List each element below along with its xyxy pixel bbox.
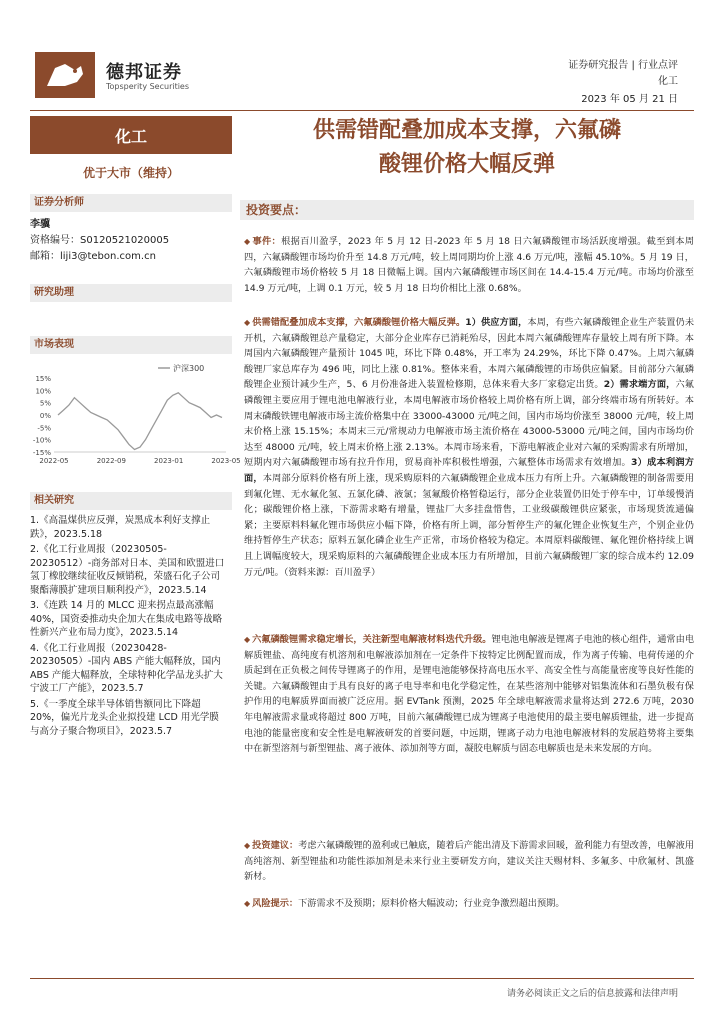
event-text: 根据百川盈孚，2023 年 5 月 12 日-2023 年 5 月 18 日六氟磷酸锂市场活跃度增强。截至到本周四，六氟磷酸锂市场均价升至 14.8 万元/吨，较上周同期均价上涨 4.6 万元/吨，涨幅 45.10%。5 月 19 日，六氟磷酸锂市场价格较 5 月 18 日微幅上调。国内六氟磷酸锂市场区间在 14.4-15.4 万元/吨。市场均价涨至 14.9 万元/吨，上调 0.1 万元，较 5 月 18 日均价相比上涨 0.68%。 xyxy=(244,236,694,294)
research-item[interactable]: 5.《一季度全球半导体销售额同比下降超 20%，偏光片龙头企业拟投建 LCD 用光学膜与高分子聚合物项目》，2023.5.7 xyxy=(30,698,219,737)
assistant-section-title: 研究助理 xyxy=(30,284,232,302)
x-tick-label: 2022-09 xyxy=(96,457,126,465)
analyst-section-title: 证券分析师 xyxy=(30,194,232,212)
logo-english: Topsperity Securities xyxy=(106,82,190,91)
research-section-title: 相关研究 xyxy=(30,492,232,510)
x-tick-label: 2023-01 xyxy=(154,457,184,465)
y-tick-label: 10% xyxy=(35,387,51,396)
report-type: 证券研究报告 | 行业点评 xyxy=(568,60,678,71)
rating: 优于大市（维持） xyxy=(82,166,179,180)
investment-text: 考虑六氟磷酸锂的盈利或已触底，随着后产能出清及下游需求回暖，盈利能力有望改善，电解液用高纯溶剂、新型锂盐和功能性添加剂是未来行业主要研发方向，建议关注天赐材料、多氟多、中欣氟材、凯盛新材。 xyxy=(244,840,695,883)
supply-label: 1）供应方面， xyxy=(465,317,528,328)
demand-growth-label: 六氟磷酸锂需求稳定增长，关注新型电解液材料迭代升级。 xyxy=(252,634,492,645)
market-chart xyxy=(30,356,241,472)
demand-label: 2）需求端方面， xyxy=(603,379,676,391)
supply-text: 本周，有些六氟磷酸锂企业生产装置仍未开机，六氟磷酸锂总产量稳定，大部分企业库存已消耗殆尽，因此本周六氟磷酸锂库存量较上周有所下降。本周国内六氟磷酸锂产量预计 1045 吨，环比下降 0.48%，开工率为 24.29%，环比下降 0.47%。上周六氟磷酸锂厂家总库存为 496 吨，同比上涨 0.81%。整体来看，本周六氟磷酸锂的市场供应偏紧。目前部分六氟磷酸锂企业预计减少生产，5、6 月份准备进入装置检修期，总体来看大多厂家稳定出货。 xyxy=(244,317,695,391)
research-list xyxy=(30,514,226,740)
demand-growth-text: 锂电池电解液是锂离子电池的核心组件，通常由电解质锂盐、高纯度有机溶剂和电解液添加剂在一定条件下按特定比例配置而成，作为离子传输、电荷传递的介质起到在正负极之间传导锂离子的作用，是锂电池能够保持高电压水平、高安全性与高能量密度等良好性能的关键。六氟磷酸锂由于具有良好的离子电导率和电化学稳定性，在某些溶剂中能够对铝集流体和石墨负极有保护作用的电解质界面而被广泛应用。据 EVTank 预测，2025 年全球电解液需求量将达到 272.6 万吨，2030 年电解液需求量或将超过 800 万吨，目前六氟磷酸锂已成为锂离子电池使用的最主要电解质锂盐，进一步提高电池的能量密度和安全性是电解液研发的首要问题，中远期，锂离子动力电池电解液材料的发展趋势将主要集中在新型溶剂与新型锂盐、离子液体、添加剂等方面，凝胶电解质与固态电解质也是未来发展的方向。 xyxy=(244,634,695,755)
research-item[interactable]: 1.《高温煤供应反弹，炭黑成本利好支撑止跌》，2023.5.18 xyxy=(30,515,211,540)
y-tick-label: 15% xyxy=(35,375,51,383)
paragraph-risk xyxy=(244,896,694,912)
series-line-hs300 xyxy=(58,393,222,450)
cost-text: 本周部分原料价格有所上涨，现采购原料的六氟磷酸锂企业成本压力有所上升。六氟磷酸锂的制备需要用到氟化锂、无水氟化氢、五氯化磷、液氯；氢氟酸价格暂稳运行，部分企业装置仍旧处于停车中，订单缓慢消化；碳酸锂价格上涨，下游需求略有增量，锂盐厂大多挂盘惜售，工业级碳酸锂供应紧张，市场现货流通偏紧；主要原料料氟化锂市场供应小幅下降，价格有所上调，部分暂停生产的氟化锂企业恢复生产，个别企业仍维持暂停生产状态；原料五氯化磷企业生产正常，市场价格较为稳定。本周原料碳酸锂、氟化锂价格持续上调且上调幅度较大，现采购原料的六氟磷酸锂企业成本压力有所增加，目前六氟磷酸锂厂家的综合成本约 12.09 万元/吨。（资料来源：百川盈孚） xyxy=(244,472,695,578)
risk-label: 风险提示： xyxy=(252,898,299,909)
y-tick-label: -15% xyxy=(32,449,51,457)
title-line-1: 供需错配叠加成本支撑，六氟磷 xyxy=(312,118,621,143)
bullet-icon: ◆ xyxy=(244,318,251,327)
research-item[interactable]: 3.《连跌 14 月的 MLCC 迎来拐点最高涨幅 40%，国资委推动央企加大在集成电路等战略性新兴产业布局力度》，2023.5.14 xyxy=(30,600,223,638)
x-tick-label: 2023-05 xyxy=(211,457,241,465)
bullet-icon: ◆ xyxy=(244,899,251,908)
chart-y-ticks xyxy=(33,375,51,457)
report-date: 2023 年 05 月 21 日 xyxy=(581,94,678,105)
title-line-2: 酸锂价格大幅反弹 xyxy=(378,152,555,177)
y-tick-label: 0% xyxy=(39,412,51,420)
logo-name: 德邦证券 xyxy=(106,62,182,83)
cost-label: 3）成本利润方面， xyxy=(244,457,694,484)
market-section-title: 市场表现 xyxy=(30,336,232,354)
bullet-icon: ◆ xyxy=(244,841,251,850)
supply-demand-label: 供需错配叠加成本支撑，六氟磷酸锂价格大幅反弹。 xyxy=(252,317,466,328)
bullet-icon: ◆ xyxy=(244,237,251,246)
paragraph-investment xyxy=(244,838,694,885)
chart-x-ticks xyxy=(39,457,240,465)
event-label: 事件： xyxy=(252,236,282,247)
paragraph-supply-demand xyxy=(244,315,694,580)
y-tick-label: -10% xyxy=(32,436,51,445)
y-tick-label: 5% xyxy=(39,399,51,408)
analyst-email[interactable]: 邮箱：liji3@tebon.com.cn xyxy=(30,251,156,262)
investment-label: 投资建议： xyxy=(252,840,299,851)
bullet-icon: ◆ xyxy=(244,635,251,644)
footer-disclaimer: 请务必阅读正文之后的信息披露和法律声明 xyxy=(506,989,678,999)
y-tick-label: -5% xyxy=(37,424,51,433)
research-item[interactable]: 4.《化工行业周报（20230428-20230505）-国内 ABS 产能大幅释放，国内 ABS 产能大幅释放，全球特种化学品龙头扩大宁波工厂产能》，2023.5.7 xyxy=(30,642,223,694)
logo-icon xyxy=(35,52,95,98)
risk-text: 下游需求不及预期；原料价格大幅波动；行业竞争激烈超出预期。 xyxy=(298,898,565,909)
keypoints-title: 投资要点： xyxy=(240,200,694,220)
report-title xyxy=(240,114,694,182)
sector-badge: 化工 xyxy=(30,116,232,154)
research-item[interactable]: 2.《化工行业周报（20230505-20230512）-商务部对日本、美国和欧盟进口氢丁橡胶继续征收反倾销税，荣盛石化子公司聚酯薄膜扩建项目顺利投产》，2023.5.14 xyxy=(30,544,225,596)
x-tick-label: 2022-05 xyxy=(39,457,69,465)
paragraph-event xyxy=(244,234,694,296)
header-divider xyxy=(30,110,694,111)
analyst-cert: 资格编号：S0120521020005 xyxy=(30,235,170,246)
report-industry: 化工 xyxy=(658,76,678,87)
demand-text: 六氟磷酸锂主要应用于锂电池电解液行业，本周电解液市场价格较上周价格有所上调，部分终端市场有所转好。本周末磷酸铁锂电解液市场主流价格集中在 33000-43000 元/吨之间，国内市场均价涨至 38000 元/吨，较上周末价格上涨 15.15%；本周末三元/常规动力电解液市场主流价格在 43000-53000 元/吨之间，国内市场均价达至 48000 元/吨，较上周末价格上涨 2.13%。本周市场来看，下游电解液企业对六氟的采购需求有所增加，短期内对六氟磷酸锂市场有拉升作用，贸易商补库积极性增强，六氟整体市场需求有效增加。 xyxy=(244,379,694,469)
legend-label: 沪深300 xyxy=(173,364,205,373)
analyst-name: 李骥 xyxy=(30,219,50,230)
paragraph-demand-growth xyxy=(244,632,694,757)
footer-divider xyxy=(30,978,694,979)
